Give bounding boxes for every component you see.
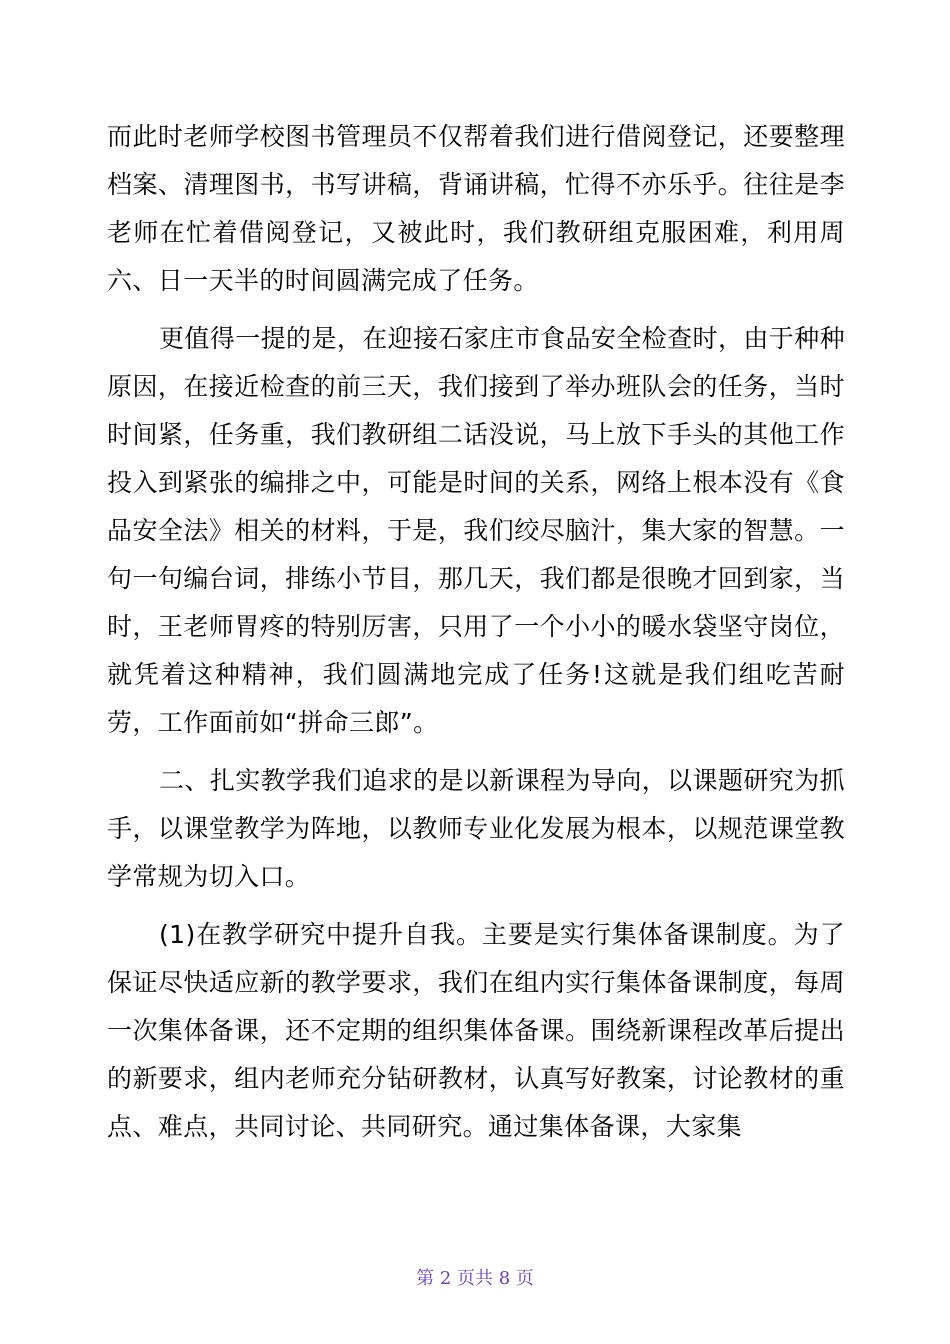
paragraph-4: (1)在教学研究中提升自我。主要是实行集体备课制度。为了保证尽快适应新的教学要求，我们在组内实行集体备课制度，每周一次集体备课，还不定期的组织集体备课。围绕新课程改革后提出的新要求，组内老师充分钻研教材，认真写好教案，讨论教材的重点、难点，共同讨论、共同研究。通过集体备课，大家集 (107, 920, 845, 1141)
paragraph-2: 更值得一提的是，在迎接石家庄市食品安全检查时，由于种种原因，在接近检查的前三天，我们接到了举办班队会的任务，当时时间紧，任务重，我们教研组二话没说，马上放下手头的其他工作投入到紧张的编排之中，可能是时间的关系，网络上根本没有《食品安全法》相关的材料，于是，我们绞尽脑汁，集大家的智慧。一句一句编台词，排练小节目，那几天，我们都是很晚才回到家，当时，王老师胃疼的特别厉害，只用了一个小小的暖水袋坚守岗位，就凭着这种精神，我们圆满地完成了任务!这就是我们组吃苦耐劳，工作面前如“拼命三郎”。 (107, 324, 845, 737)
paragraph-3: 二、扎实教学我们追求的是以新课程为导向，以课题研究为抓手，以课堂教学为阵地，以教师专业化发展为根本，以规范课堂教学常规为切入口。 (107, 766, 845, 891)
page-number-footer: 第 2 页共 8 页 (416, 1268, 534, 1289)
document-body (107, 113, 845, 1151)
paragraph-1: 而此时老师学校图书管理员不仅帮着我们进行借阅登记，还要整理档案、清理图书，书写讲稿，背诵讲稿，忙得不亦乐乎。往往是李老师在忙着借阅登记，又被此时，我们教研组克服困难，利用周六、日一天半的时间圆满完成了任务。 (107, 122, 845, 295)
